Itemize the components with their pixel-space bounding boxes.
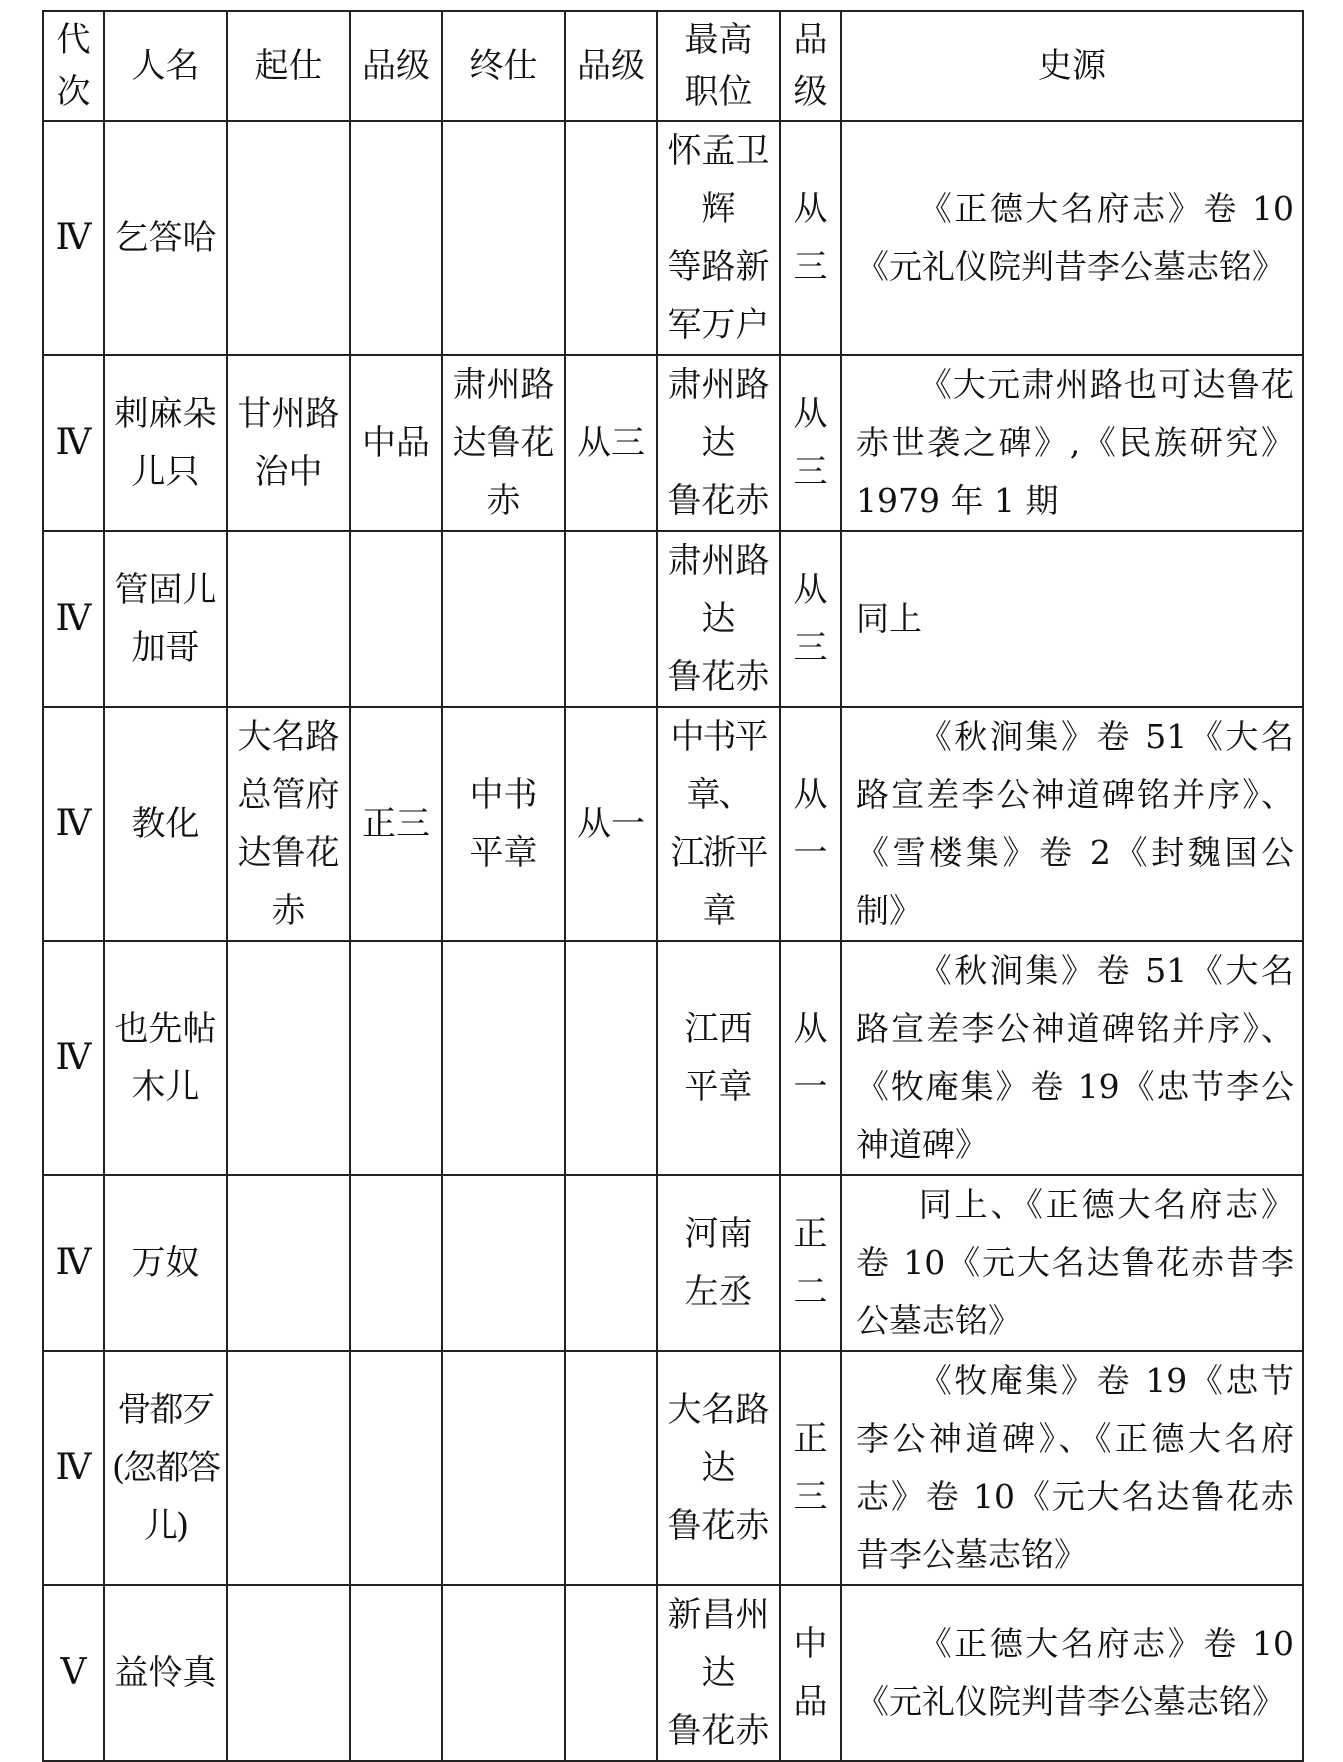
name-cell: 也先帖 木儿 [104, 941, 227, 1175]
top-rank-cell: 中品 [780, 1585, 841, 1761]
top-rank-cell: 正二 [780, 1175, 841, 1351]
name-cell: 乞答哈 [104, 121, 227, 355]
end-rank-cell [565, 941, 657, 1175]
start-rank-cell [350, 1351, 442, 1585]
name-cell: 教化 [104, 707, 227, 941]
start-post-cell [227, 531, 350, 707]
start-post-cell [227, 1175, 350, 1351]
start-post-cell [227, 1351, 350, 1585]
generation-cell: Ⅳ [43, 1351, 104, 1585]
source-cell: 《秋涧集》卷 51《大名路宣差李公神道碑铭并序》、《雪楼集》卷 2《封魏国公制》 [841, 707, 1303, 941]
end-rank-cell [565, 1585, 657, 1761]
generation-cell: Ⅳ [43, 941, 104, 1175]
end-post-cell [442, 1351, 565, 1585]
header-top-post: 最高 职位 [657, 11, 780, 121]
generation-cell: Ⅳ [43, 121, 104, 355]
end-post-cell [442, 531, 565, 707]
top-rank-cell: 从三 [780, 355, 841, 531]
top-post-cell: 中书平章、 江浙平章 [657, 707, 780, 941]
end-post-cell [442, 121, 565, 355]
generation-cell: Ⅳ [43, 531, 104, 707]
header-start-post: 起仕 [227, 11, 350, 121]
end-rank-cell [565, 121, 657, 355]
start-post-cell [227, 941, 350, 1175]
top-rank-cell: 从三 [780, 121, 841, 355]
table-row [43, 1175, 1303, 1351]
start-rank-cell [350, 531, 442, 707]
table-row [43, 121, 1303, 355]
header-start-rank: 品级 [350, 11, 442, 121]
end-rank-cell: 从一 [565, 707, 657, 941]
name-cell: 剌麻朵 儿只 [104, 355, 227, 531]
end-post-cell [442, 1585, 565, 1761]
top-post-cell: 江西 平章 [657, 941, 780, 1175]
top-post-cell: 怀孟卫辉 等路新 军万户 [657, 121, 780, 355]
table-row [43, 531, 1303, 707]
source-cell: 《牧庵集》卷 19《忠节李公神道碑》、《正德大名府志》卷 10《元大名达鲁花赤昔李公墓志铭》 [841, 1351, 1303, 1585]
top-post-cell: 肃州路达 鲁花赤 [657, 355, 780, 531]
start-rank-cell [350, 941, 442, 1175]
end-rank-cell [565, 531, 657, 707]
name-cell: 万奴 [104, 1175, 227, 1351]
table-row [43, 1351, 1303, 1585]
end-rank-cell: 从三 [565, 355, 657, 531]
generation-cell: Ⅳ [43, 355, 104, 531]
top-post-cell: 新昌州达 鲁花赤 [657, 1585, 780, 1761]
name-cell: 骨都歹 (忽都答儿) [104, 1351, 227, 1585]
source-cell: 《大元肃州路也可达鲁花赤世袭之碑》,《民族研究》1979 年 1 期 [841, 355, 1303, 531]
header-end-rank: 品级 [565, 11, 657, 121]
generation-cell: Ⅳ [43, 707, 104, 941]
header-source: 史源 [841, 11, 1303, 121]
top-rank-cell: 从三 [780, 531, 841, 707]
start-post-cell: 甘州路 治中 [227, 355, 350, 531]
end-post-cell: 肃州路 达鲁花赤 [442, 355, 565, 531]
end-rank-cell [565, 1175, 657, 1351]
source-cell: 《秋涧集》卷 51《大名路宣差李公神道碑铭并序》、《牧庵集》卷 19《忠节李公神道碑》 [841, 941, 1303, 1175]
table-row [43, 1585, 1303, 1761]
table-row [43, 355, 1303, 531]
start-rank-cell [350, 121, 442, 355]
table-row [43, 707, 1303, 941]
source-cell: 《正德大名府志》卷 10《元礼仪院判昔李公墓志铭》 [841, 121, 1303, 355]
top-post-cell: 大名路达 鲁花赤 [657, 1351, 780, 1585]
end-post-cell [442, 941, 565, 1175]
generation-cell: Ⅴ [43, 1585, 104, 1761]
header-end-post: 终仕 [442, 11, 565, 121]
end-post-cell [442, 1175, 565, 1351]
header-name: 人名 [104, 11, 227, 121]
generation-cell: Ⅳ [43, 1175, 104, 1351]
start-rank-cell: 中品 [350, 355, 442, 531]
top-rank-cell: 正三 [780, 1351, 841, 1585]
start-rank-cell [350, 1585, 442, 1761]
start-post-cell: 大名路 总管府 达鲁花赤 [227, 707, 350, 941]
name-cell: 益怜真 [104, 1585, 227, 1761]
start-post-cell [227, 1585, 350, 1761]
table-row [43, 941, 1303, 1175]
top-post-cell: 肃州路达 鲁花赤 [657, 531, 780, 707]
top-rank-cell: 从一 [780, 707, 841, 941]
end-rank-cell [565, 1351, 657, 1585]
source-cell: 《正德大名府志》卷 10《元礼仪院判昔李公墓志铭》 [841, 1585, 1303, 1761]
source-cell: 同上、《正德大名府志》卷 10《元大名达鲁花赤昔李公墓志铭》 [841, 1175, 1303, 1351]
header-row [43, 11, 1303, 121]
top-post-cell: 河南 左丞 [657, 1175, 780, 1351]
start-rank-cell: 正三 [350, 707, 442, 941]
top-rank-cell: 从一 [780, 941, 841, 1175]
start-post-cell [227, 121, 350, 355]
start-rank-cell [350, 1175, 442, 1351]
source-cell: 同上 [841, 531, 1303, 707]
officials-table [42, 10, 1304, 1762]
header-generation: 代次 [43, 11, 104, 121]
end-post-cell: 中书 平章 [442, 707, 565, 941]
name-cell: 管固儿 加哥 [104, 531, 227, 707]
header-top-rank: 品级 [780, 11, 841, 121]
